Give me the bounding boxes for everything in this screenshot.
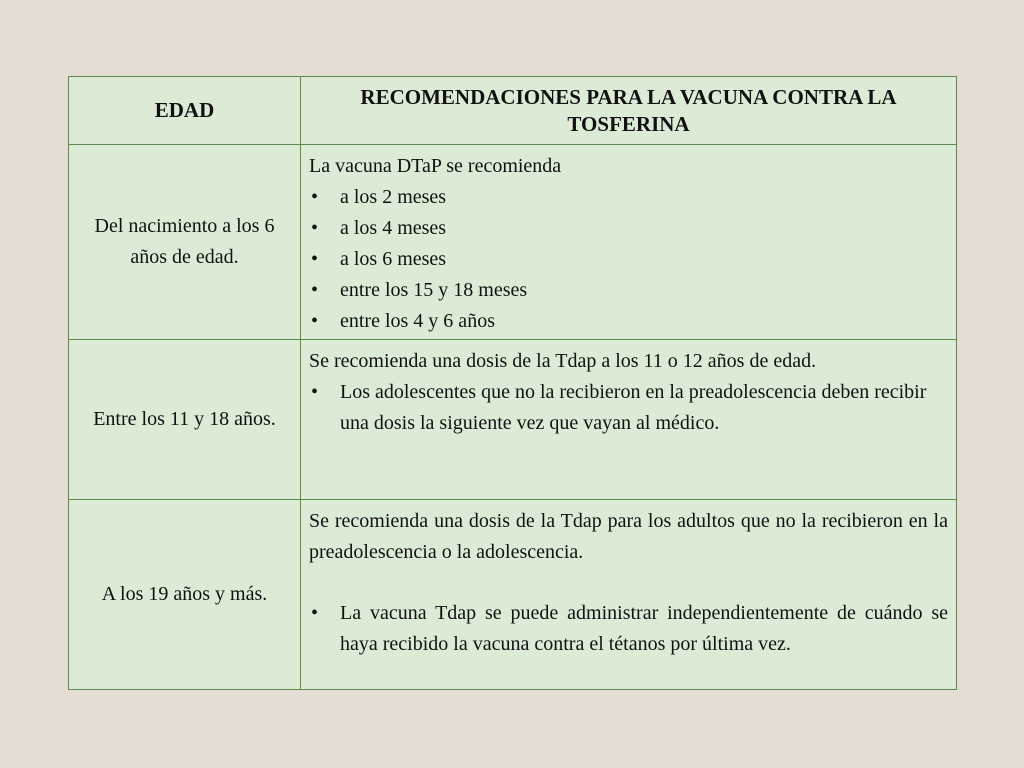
list-item-text: a los 2 meses: [340, 186, 447, 208]
header-recommendations: RECOMENDACIONES PARA LA VACUNA CONTRA LA TOSFERINA: [301, 77, 957, 145]
bullet-list: [309, 598, 948, 660]
table-row: [69, 145, 957, 340]
list-item-text: a los 6 meses: [340, 248, 447, 270]
recommendation-cell: [301, 340, 957, 500]
vaccine-recommendations-table: [68, 76, 957, 690]
list-item-text: entre los 4 y 6 años: [340, 310, 495, 332]
list-item: [309, 182, 948, 213]
header-age: EDAD: [69, 77, 301, 145]
table-header-row: [69, 77, 957, 145]
list-item-text: Los adolescentes que no la recibieron en la preadolescencia deben recibir una dosis la siguiente vez que vayan al médico.: [340, 381, 927, 434]
list-item: [309, 377, 948, 439]
bullet-icon: •: [311, 186, 319, 208]
list-item: [309, 244, 948, 275]
bullet-icon: •: [311, 248, 319, 270]
age-cell: Entre los 11 y 18 años.: [69, 340, 301, 500]
list-item: [309, 598, 948, 660]
age-cell: Del nacimiento a los 6 años de edad.: [69, 145, 301, 340]
list-item: [309, 213, 948, 244]
bullet-icon: •: [311, 381, 319, 403]
spacer: [309, 568, 948, 598]
recommendation-cell: [301, 145, 957, 340]
list-item-text: a los 4 meses: [340, 217, 447, 239]
bullet-icon: •: [311, 310, 319, 332]
list-item-text: entre los 15 y 18 meses: [340, 279, 528, 301]
list-item: [309, 306, 948, 337]
bullet-list: [309, 182, 948, 337]
bullet-icon: •: [311, 217, 319, 239]
list-item-text: La vacuna Tdap se puede administrar independientemente de cuándo se haya recibido la vacuna contra el tétanos por última vez.: [340, 602, 948, 655]
bullet-icon: •: [311, 279, 319, 301]
table-row: [69, 340, 957, 500]
bullet-list: [309, 377, 948, 439]
recommendation-cell: [301, 500, 957, 690]
recommendation-intro: La vacuna DTaP se recomienda: [309, 155, 562, 177]
age-cell: A los 19 años y más.: [69, 500, 301, 690]
recommendation-intro: Se recomienda una dosis de la Tdap a los 11 o 12 años de edad.: [309, 350, 817, 372]
recommendation-intro: Se recomienda una dosis de la Tdap para los adultos que no la recibieron en la preadolescencia o la adolescencia.: [309, 510, 948, 563]
bullet-icon: •: [311, 602, 319, 624]
table-row: [69, 500, 957, 690]
list-item: [309, 275, 948, 306]
